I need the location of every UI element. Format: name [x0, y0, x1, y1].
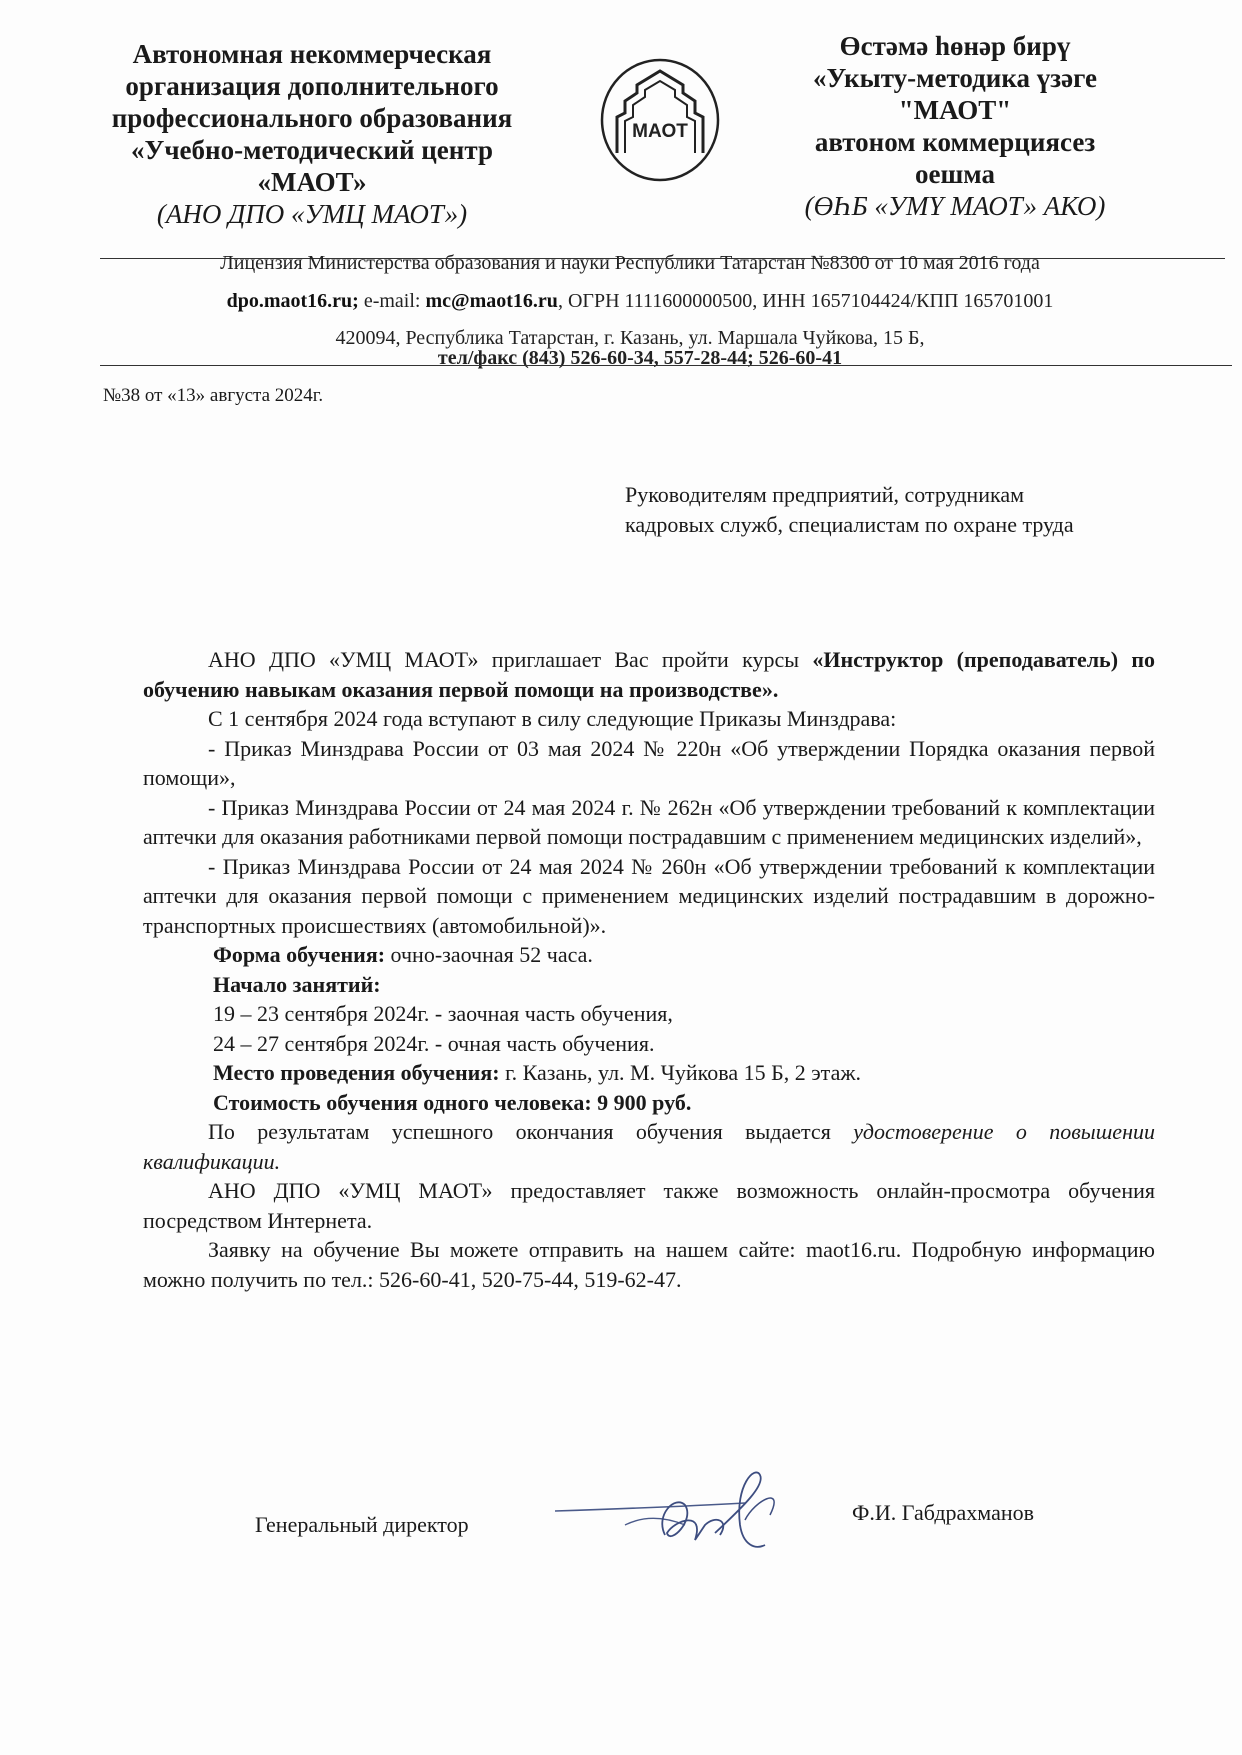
header-left-line1: Автономная некоммерческая — [132, 39, 492, 69]
document-number: №38 от «13» августа 2024г. — [103, 385, 324, 406]
header-right-line4: автоном коммерциясез — [814, 127, 1096, 157]
start-line2: 24 – 27 сентября 2024г. - очная часть обучения. — [213, 1030, 655, 1056]
header-left-line4: «Учебно-методический центр — [131, 135, 493, 165]
header-right-line2: «Укыту-методика үзәге — [813, 63, 1097, 93]
place-value: г. Казань, ул. М. Чуйкова 15 Б, 2 этаж. — [499, 1060, 862, 1085]
letter-body — [143, 645, 1155, 1294]
header-right-line5: оешма — [915, 159, 995, 189]
email-label: e-mail: — [358, 290, 426, 312]
header-left-line3: профессионального образования — [111, 103, 513, 133]
order-262n: - Приказ Минздрава России от 24 мая 2024 г. № 262н «Об утверждении требований к комплектации аптечки для оказания работниками первой помощи пострадавшим с применением медицинских изделий», — [143, 794, 1155, 849]
address-line: 420094, Республика Татарстан, г. Казань, ул. Маршала Чуйкова, 15 Б, — [335, 327, 925, 349]
header-right-org — [755, 30, 1155, 222]
header-left-line5: «МАОТ» — [257, 167, 367, 197]
signatory-name: Ф.И. Габдрахманов — [852, 1500, 1035, 1525]
paragraph-online: АНО ДПО «УМЦ МАОТ» предоставляет также возможность онлайн-просмотра обучения посредством Интернета. — [143, 1178, 1155, 1233]
addressee: Руководителям предприятий, сотрудникам кадровых служб, специалистам по охране труда — [625, 482, 1074, 537]
certificate-text: удостоверение о повышении квалификации. — [143, 1119, 1155, 1174]
site-link[interactable]: dpo.maot16.ru; — [226, 290, 359, 312]
header-right-line3: "МАОТ" — [898, 95, 1012, 125]
logo-text: МАОТ — [632, 121, 688, 142]
license-line: Лицензия Министерства образования и науки Республики Татарстан №8300 от 10 мая 2016 года — [220, 252, 1040, 274]
start-label: Начало занятий: — [213, 971, 381, 997]
header-left-line2: организация дополнительного — [125, 71, 499, 101]
invitation-text: АНО ДПО «УМЦ МАОТ» приглашает Вас пройти курсы — [208, 647, 813, 672]
paragraph-apply: Заявку на обучение Вы можете отправить на нашем сайте: maot16.ru. Подробную информацию можно получить по тел.: 526-60-41, 520-75-44, 519-62-47. — [143, 1237, 1155, 1292]
header-left-abbr: (АНО ДПО «УМЦ МАОТ») — [156, 199, 468, 229]
start-line1: 19 – 23 сентября 2024г. - заочная часть обучения, — [213, 1001, 673, 1026]
order-260n: - Приказ Минздрава России от 24 мая 2024 № 260н «Об утверждении требований к комплектации аптечки для оказания первой помощи с применением медицинских изделий пострадавшим в дорожно-транспортных происшествиях (автомобильной)». — [143, 853, 1155, 938]
registration-ids: , ОГРН 1111600000500, ИНН 1657104424/КПП 165701001 — [557, 290, 1054, 312]
paragraph-orders-intro: С 1 сентября 2024 года вступают в силу следующие Приказы Минздрава: — [208, 706, 897, 731]
form-value: очно-заочная 52 часа. — [385, 942, 593, 967]
cost: Стоимость обучения одного человека: 9 900 руб. — [213, 1089, 692, 1115]
place-of-study — [143, 1058, 1155, 1088]
course-title: «Инструктор (преподаватель) по обучению навыкам оказания первой помощи на производстве». — [143, 647, 1156, 702]
paragraph-result — [143, 1117, 1155, 1176]
header-left-org — [92, 38, 532, 230]
header-right-line1: Өстәмә һөнәр бирү — [839, 31, 1071, 61]
place-label: Место проведения обучения: — [213, 1060, 500, 1085]
email-link[interactable]: mc@maot16.ru — [425, 290, 558, 312]
paragraph-invitation — [143, 645, 1155, 704]
result-text: По результатам успешного окончания обучения выдается — [208, 1119, 854, 1144]
header-divider-bottom — [100, 365, 1232, 366]
order-220n: - Приказ Минздрава России от 03 мая 2024 № 220н «Об утверждении Порядка оказания первой помощи», — [143, 735, 1155, 790]
phones-line: тел/факс (843) 526-60-34, 557-28-44; 526-60-41 — [437, 347, 843, 369]
handwritten-signature — [555, 1465, 815, 1560]
maot-logo-icon — [595, 55, 725, 185]
contacts-line — [140, 288, 1140, 314]
signatory-title: Генеральный директор — [255, 1512, 469, 1537]
form-label: Форма обучения: — [213, 942, 386, 967]
form-of-study — [143, 940, 1155, 970]
header-right-abbr: (ӨҺБ «УМҮ МАОТ» АКО) — [804, 191, 1106, 221]
